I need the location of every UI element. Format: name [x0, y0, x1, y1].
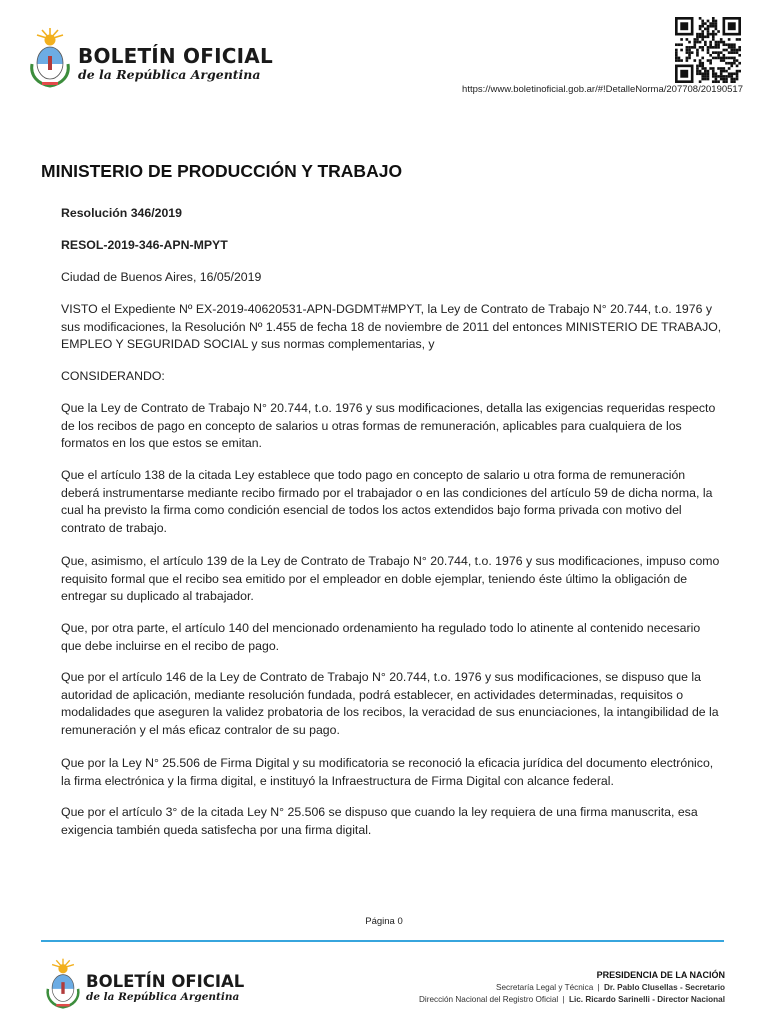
paragraph-considerando: CONSIDERANDO: [61, 369, 165, 383]
resolution-code: RESOL-2019-346-APN-MPYT [61, 238, 228, 252]
footer-separator: | [597, 983, 600, 992]
paragraph: Que el artículo 138 de la citada Ley establece que todo pago en concepto de salario u otra forma de remuneración deberá instrumentarse mediante recibo firmado por el trabajador o en las condiciones del artículo 59 de dicha norma, la cual ha previsto la firma como condición esencial de todos los actos extendidos bajo forma privada con motivo del contrato de trabajo. [61, 468, 713, 535]
paragraph-visto: VISTO el Expediente Nº EX-2019-40620531-APN-DGDMT#MPYT, la Ley de Contrato de Trabajo N° 20.744, t.o. 1976 y sus modificaciones, la Resolución Nº 1.455 de fecha 18 de noviembre de 2011 del entonces MINISTERIO DE TRABAJO, EMPLEO Y SEGURIDAD SOCIAL y sus normas complementarias, y [61, 302, 722, 352]
paragraph: Que por el artículo 3° de la citada Ley N° 25.506 se dispuso que cuando la ley requiera de una firma manuscrita, esa exigencia también queda satisfecha por una firma digital. [61, 805, 698, 837]
footer-secretario: Dr. Pablo Clusellas - Secretario [603, 983, 725, 992]
coat-of-arms-icon [28, 26, 72, 88]
ministry-title: MINISTERIO DE PRODUCCIÓN Y TRABAJO [41, 161, 403, 181]
document-url-link[interactable]: https://www.boletinoficial.gob.ar/#!DetalleNorma/207708/20190517 [462, 84, 743, 95]
footer-separator: | [562, 995, 565, 1004]
footer-divider [41, 940, 724, 942]
paragraph: Que, por otra parte, el artículo 140 del mencionado ordenamiento ha regulado todo lo atinente al contenido necesario que debe incluirse en el recibo de pago. [61, 621, 701, 653]
header-logo-title: BOLETÍN OFICIAL [78, 44, 273, 68]
paragraph: Que, asimismo, el artículo 139 de la Ley de Contrato de Trabajo N° 20.744, t.o. 1976 y sus modificaciones, impuso como requisito formal que el recibo sea emitido por el empleador en doble ejemplar, teniendo éste último la obligación de entregar su duplicado al trabajador. [61, 554, 720, 604]
qr-code-icon[interactable] [675, 17, 741, 83]
footer-secretaria: Secretaría Legal y Técnica [496, 983, 594, 992]
header-logo-subtitle: de la República Argentina [78, 67, 261, 82]
paragraph: Que por el artículo 146 de la Ley de Contrato de Trabajo N° 20.744, t.o. 1976 y sus modificaciones, se dispuso que la autoridad de aplicación, mediante resolución fundada, podrá establecer, en actividades determinadas, requisitos o modalidades que aseguren la validez probatoria de los recibos, la veracidad de sus enunciaciones, la intangibilidad de la remuneración y el más eficaz contralor de su pago. [61, 670, 719, 737]
resolution-number: Resolución 346/2019 [61, 206, 182, 220]
paragraph: Que la Ley de Contrato de Trabajo N° 20.744, t.o. 1976 y sus modificaciones, detalla las exigencias requeridas respecto de los recibos de pago en concepto de salarios u otras formas de remuneración, aplicables para cualquiera de los formatos en los que estos se emitan. [61, 401, 716, 451]
paragraph: Que por la Ley N° 25.506 de Firma Digital y su modificatoria se reconoció la eficacia jurídica del documento electrónico, la firma electrónica y la firma digital, e instituyó la Infraestructura de Firma Digital con alcance federal. [61, 756, 714, 788]
footer-secretaria-line [496, 983, 725, 992]
footer-director: Lic. Ricardo Sarinelli - Director Nacional [568, 995, 725, 1004]
page-number: Página 0 [365, 916, 403, 927]
footer-direccion-line [419, 995, 725, 1004]
footer-logo-title: BOLETÍN OFICIAL [86, 972, 245, 991]
footer-coat-of-arms-icon [44, 957, 82, 1009]
place-date: Ciudad de Buenos Aires, 16/05/2019 [61, 270, 262, 284]
footer-presidency: PRESIDENCIA DE LA NACIÓN [596, 970, 725, 980]
footer-direccion: Dirección Nacional del Registro Oficial [418, 995, 559, 1004]
footer-logo-subtitle: de la República Argentina [86, 991, 240, 1003]
